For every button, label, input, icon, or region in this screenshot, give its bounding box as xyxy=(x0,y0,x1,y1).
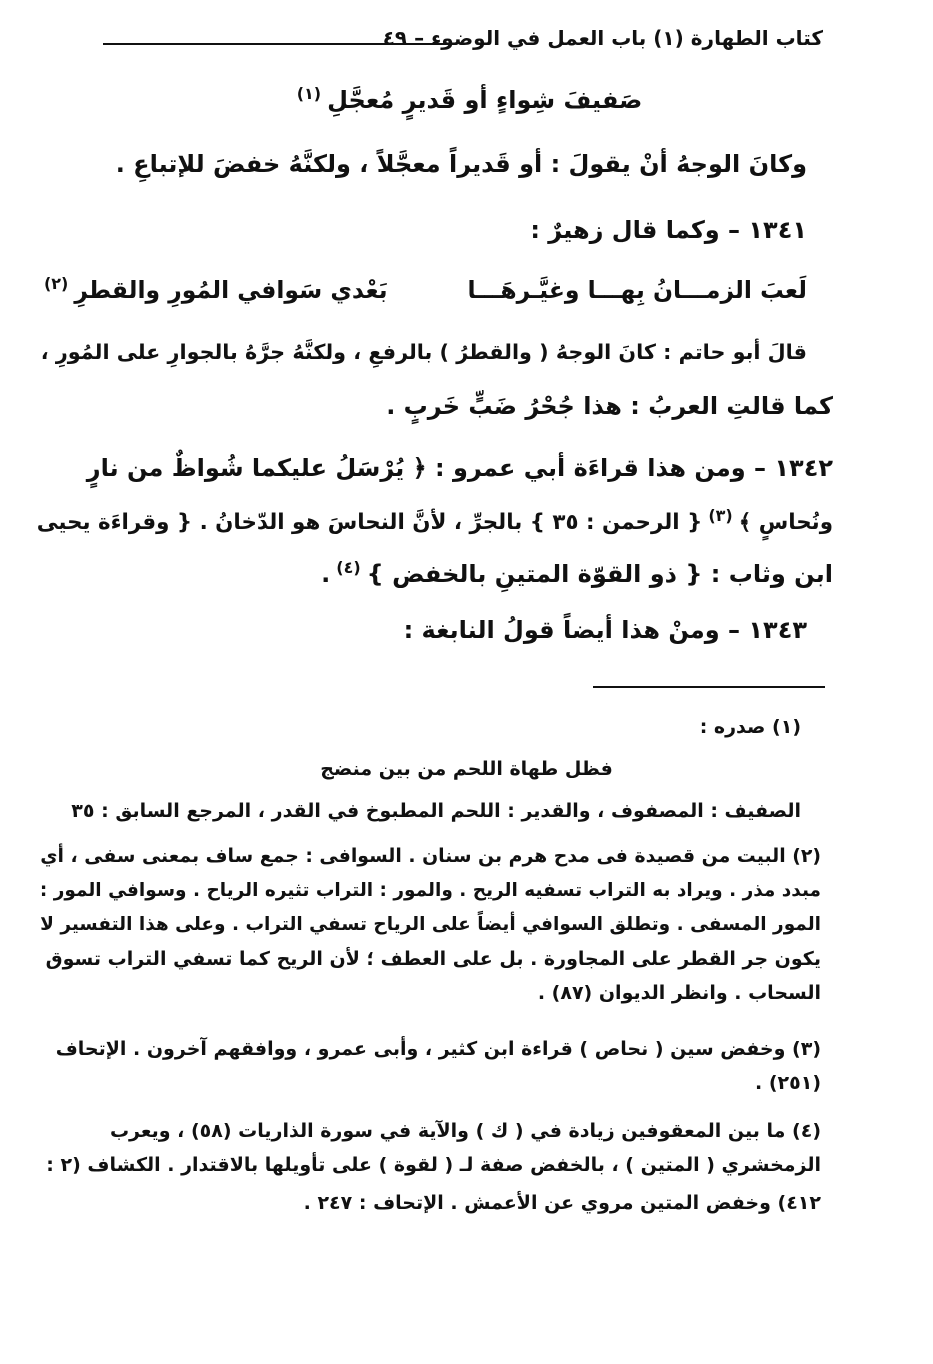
footnote-2-line: السحاب . وانظر الديوان (٨٧) . xyxy=(537,982,821,1004)
footnote-2-line: مبدد مذر . ويراد به التراب تسفيه الريح . والمور : التراب تثيره الرياح . وسوافي المور : xyxy=(39,880,821,901)
entry-1342-line-2-pre: ونُحاسٍ ﴾ xyxy=(738,510,833,536)
footnote-4-line: الزمخشري ( المتين ) ، بالخفض صفة لـ ( لقوة ) على تأويلها بالاقتدار . الكشاف (٢ : xyxy=(46,1154,821,1176)
footnote-1-gloss: الصفيف : المصفوف ، والقدير : اللحم المطبوخ في القدر ، المرجع السابق : ٣٥ xyxy=(71,800,801,822)
header-rule xyxy=(103,43,448,45)
verse-line-2 xyxy=(38,274,807,304)
entry-1342-line-3-pre: ابن وثاب : { ذو القوّة المتينِ بالخفض } xyxy=(366,560,833,588)
footnote-ref-1: (١) xyxy=(296,84,322,103)
entry-1341-heading: ١٣٤١ – وكما قال زهيرٌ : xyxy=(530,216,807,244)
entry-1342-line-2-post: { الرحمن : ٣٥ } بالجرِّ ، لأنَّ النحاسَ هو الدّخانُ . { وقراءَة يحيى xyxy=(36,510,703,536)
footnote-separator xyxy=(593,686,825,688)
entry-1342-line-1: ١٣٤٢ – ومن هذا قراءَة أبي عمرو : ﴿ يُرْسَلُ عليكما شُواظٌ من نارٍ xyxy=(86,454,833,482)
footnote-4-line: ٤١٢) وخفض المتين مروي عن الأعمش . الإتحاف : ٢٤٧ . xyxy=(303,1192,821,1214)
body-line-2: وكانَ الوجهُ أنْ يقولَ : أو قَديراً معجَّلاً ، ولكنَّهُ خفضَ للإتباعِ . xyxy=(115,150,807,178)
header-title: كتاب الطهارة (١) باب العمل في الوضوء – ٤٩ xyxy=(382,26,823,50)
verse-1-text: صَفيفَ شِواءٍ أو قَديرٍ مُعجَّلِ xyxy=(327,86,643,114)
footnote-2-line: (٢) البيت من قصيدة فى مدح هرم بن سنان . السوافى : جمع ساف بمعنى سفى ، أي xyxy=(40,846,821,867)
footnote-3-line: (٢٥١) . xyxy=(754,1072,821,1094)
footnote-4-line: (٤) ما بين المعقوفين زيادة في ( ك ) والآية في سورة الذاريات (٥٨) ، ويعرب xyxy=(109,1120,821,1142)
entry-1342-line-3 xyxy=(321,558,833,588)
footnote-ref-2: (٢) xyxy=(43,274,69,293)
running-header xyxy=(103,26,823,60)
entry-1342-line-2 xyxy=(37,506,833,535)
footnote-ref-3: (٣) xyxy=(708,506,733,525)
verse-2-hemistich-1: لَعبَ الزمـــانُ بِهـــا وغيَّـرهَـــا xyxy=(467,275,807,304)
footnote-1-verse: فظل طهاة اللحم من بين منضج xyxy=(320,758,613,780)
footnote-2-line: يكون جر القطر على المجاورة . بل على العطف ؛ لأن الريح كما تسفي التراب تسوق xyxy=(45,948,821,970)
verse-line-1 xyxy=(0,84,933,114)
entry-1343-heading: ١٣٤٣ – ومنْ هذا أيضاً قولُ النابغة : xyxy=(403,616,807,644)
verse-2-hemistich-2: بَعْدي سَوافي المُورِ والقطرِ xyxy=(74,275,388,304)
body-line-6: كما قالتِ العربُ : هذا جُحْرُ ضَبٍّ خَربٍ . xyxy=(386,392,833,420)
footnote-ref-4: (٤) xyxy=(336,558,361,577)
footnote-3-line: (٣) وخفض سين ( نحاص ) قراءة ابن كثير ، وأبى عمرو ، ووافقهم آخرون . الإتحاف xyxy=(55,1038,821,1060)
footnote-1-label: (١) صدره : xyxy=(699,716,801,738)
footnote-2-line: المور المسفى . وتطلق السوافي أيضاً على الرياح تسفي التراب . وعلى هذا التفسير لا xyxy=(40,914,821,935)
entry-1342-line-3-post: . xyxy=(321,560,331,588)
body-line-5: قالَ أبو حاتم : كانَ الوجهُ ( والقطرُ ) بالرفعِ ، ولكنَّهُ جرَّهُ بالجوارِ على المُورِ ، xyxy=(40,340,807,364)
